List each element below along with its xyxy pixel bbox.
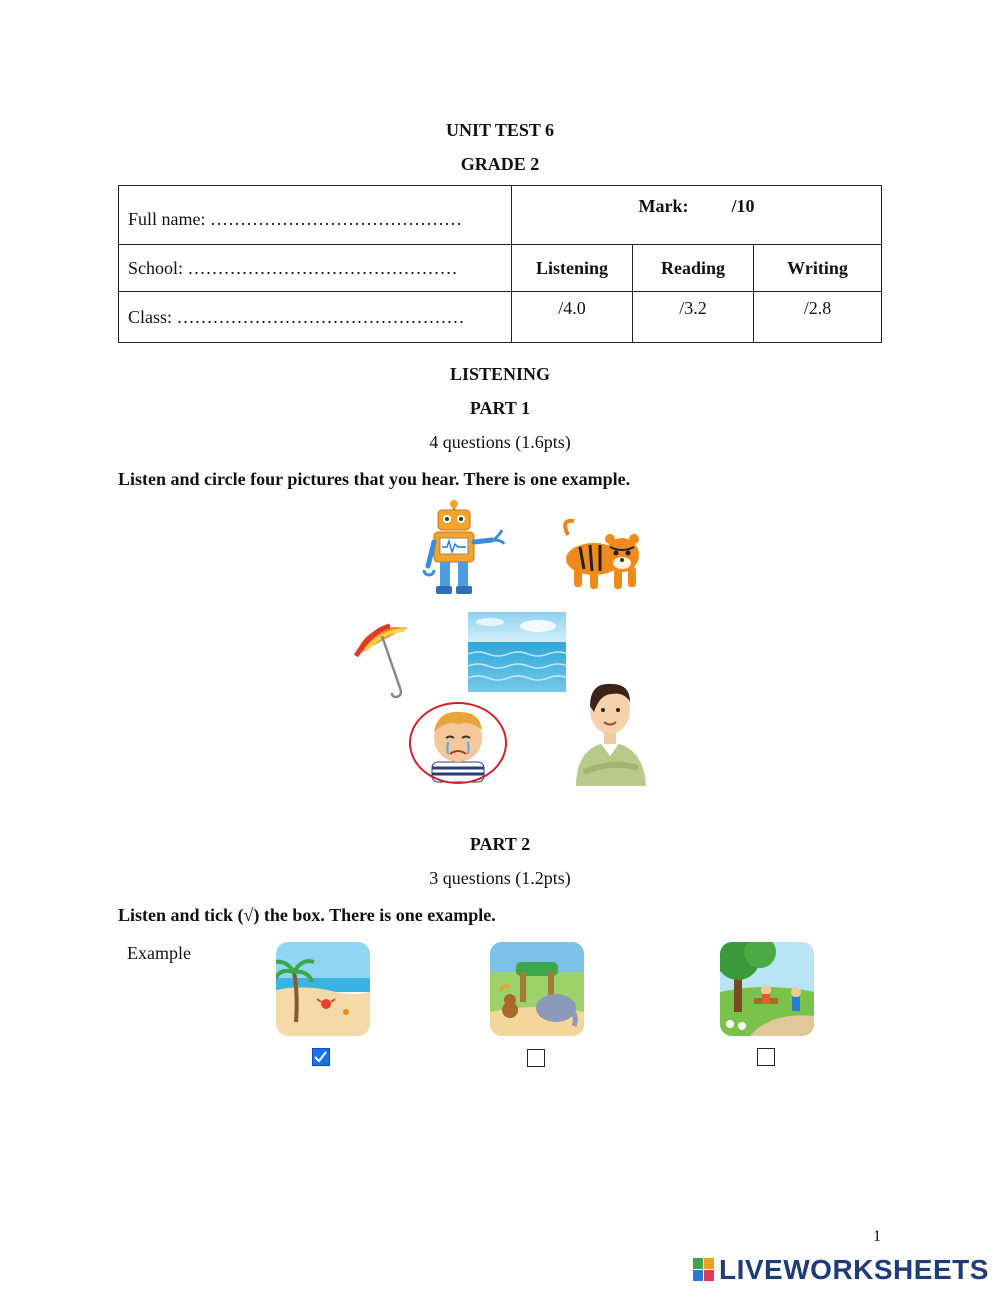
score-listening: /4.0 — [512, 292, 633, 343]
mark-cell — [512, 186, 882, 245]
tiger-picture[interactable] — [560, 515, 650, 595]
liveworksheets-logo — [693, 1254, 989, 1286]
mark-total: /10 — [731, 196, 755, 216]
brand-name: LIVEWORKSHEETS — [719, 1254, 989, 1285]
section-heading-listening: LISTENING — [449, 364, 551, 384]
page-number: 1 — [873, 1228, 881, 1245]
zoo-picture[interactable] — [490, 942, 584, 1036]
school-field[interactable]: School: ……………………………………… — [119, 245, 512, 292]
col-listening: Listening — [512, 245, 633, 292]
logo-blocks-icon — [693, 1258, 715, 1282]
test-title: UNIT TEST 6 — [445, 120, 555, 140]
part2-questions: 3 questions (1.2pts) — [429, 868, 571, 888]
park-picture[interactable] — [720, 942, 814, 1036]
mark-label: Mark: — [638, 196, 689, 216]
park-checkbox[interactable] — [757, 1048, 775, 1066]
full-name-field[interactable]: Full name: …………………………………… — [119, 186, 512, 245]
crying-boy-picture[interactable] — [408, 700, 508, 786]
col-reading: Reading — [633, 245, 754, 292]
part1-title: PART 1 — [469, 398, 531, 418]
student-info-table — [118, 185, 882, 343]
man-picture[interactable] — [572, 676, 650, 786]
robot-picture[interactable] — [420, 500, 510, 598]
col-writing: Writing — [754, 245, 882, 292]
beach-picture[interactable] — [276, 942, 370, 1036]
beach-checkbox[interactable] — [312, 1048, 330, 1066]
part2-instruction: Listen and tick (√) the box. There is one example. — [118, 905, 496, 925]
example-label: Example — [127, 943, 191, 963]
sea-picture[interactable] — [468, 612, 566, 692]
umbrella-picture[interactable] — [352, 618, 417, 700]
score-reading: /3.2 — [633, 292, 754, 343]
part1-instruction: Listen and circle four pictures that you hear. There is one example. — [118, 469, 631, 489]
score-writing: /2.8 — [754, 292, 882, 343]
class-field[interactable]: Class: ………………………………………… — [119, 292, 512, 343]
grade-label: GRADE 2 — [460, 154, 540, 174]
checkmark-icon — [313, 1049, 328, 1064]
part1-questions: 4 questions (1.6pts) — [429, 432, 571, 452]
zoo-checkbox[interactable] — [527, 1049, 545, 1067]
part2-title: PART 2 — [469, 834, 531, 854]
